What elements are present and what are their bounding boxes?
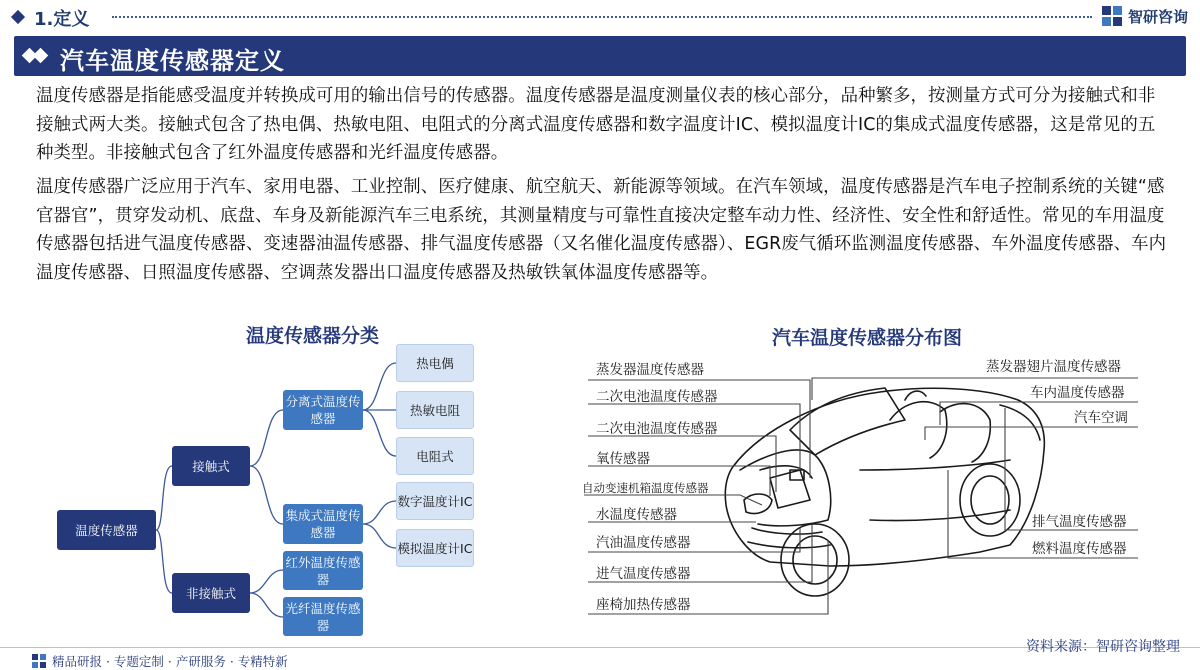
section-title: 1.定义 bbox=[34, 9, 90, 30]
car-label-evaporator-fin: 蒸发器翅片温度传感器 bbox=[986, 359, 1121, 375]
footer-brand bbox=[32, 652, 288, 670]
analog-ic-node: 模拟温度计IC bbox=[396, 529, 474, 567]
top-divider bbox=[112, 16, 1092, 18]
thermocouple-node: 热电偶 bbox=[396, 344, 474, 382]
thermistor-node: 热敏电阻 bbox=[396, 391, 474, 429]
resistive-node: 电阻式 bbox=[396, 437, 474, 475]
title-banner bbox=[14, 36, 1186, 76]
car-label-battery-2: 二次电池温度传感器 bbox=[596, 421, 718, 437]
integrated-sensor-node: 集成式温度传感器 bbox=[283, 504, 363, 544]
car-label-air-conditioning: 汽车空调 bbox=[1074, 410, 1128, 426]
brand-logo-icon bbox=[1101, 5, 1123, 27]
distribution-heading: 汽车温度传感器分布图 bbox=[772, 327, 963, 349]
car-label-intake: 进气温度传感器 bbox=[596, 566, 691, 582]
car-label-gasoline: 汽油温度传感器 bbox=[596, 535, 691, 551]
tree-root-node: 温度传感器 bbox=[57, 510, 156, 550]
definition-paragraph: 温度传感器是指能感受温度并转换成可用的输出信号的传感器。温度传感器是温度测量仪表的核心部分，品种繁多，按测量方式可分为接触式和非接触式两大类。接触式包含了热电偶、热敏电阻、电阻式的分离式温度传感器和数字温度计IC、模拟温度计IC的集成式温度传感器，这是常见的五种类型。非接触式包含了红外温度传感器和光纤温度传感器。 bbox=[36, 86, 1156, 163]
noncontact-node: 非接触式 bbox=[172, 573, 250, 613]
infrared-sensor-node: 红外温度传感器 bbox=[283, 551, 363, 590]
car-label-battery-1: 二次电池温度传感器 bbox=[596, 389, 718, 405]
digital-ic-node: 数字温度计IC bbox=[396, 482, 474, 520]
footer-divider bbox=[0, 647, 1200, 648]
fiber-sensor-node: 光纤温度传感器 bbox=[283, 597, 363, 636]
car-label-cabin: 车内温度传感器 bbox=[1030, 385, 1125, 401]
contact-node: 接触式 bbox=[172, 446, 250, 486]
brand-name: 智研咨询 bbox=[1127, 7, 1188, 26]
footer-tagline: 精品研报 · 专题定制 · 产研服务 · 专精特新 bbox=[52, 654, 288, 669]
car-label-transmission: 自动变速机箱温度传感器 bbox=[582, 481, 709, 495]
application-paragraph: 温度传感器广泛应用于汽车、家用电器、工业控制、医疗健康、航空航天、新能源等领域。在汽车领域，温度传感器是汽车电子控制系统的关键“感官器官”，贯穿发动机、底盘、车身及新能源汽车三电系统，其测量精度与可靠性直接决定整车动力性、经济性、安全性和舒适性。常见的车用温度传感器包括进气温度传感器、变速器油温传感器、排气温度传感器（又名催化温度传感器）、EGR废气循环监测温度传感器、车外温度传感器、车内温度传感器、日照温度传感器、空调蒸发器出口温度传感器及热敏铁氧体温度传感器等。 bbox=[36, 177, 1167, 283]
car-label-exhaust: 排气温度传感器 bbox=[1032, 514, 1127, 530]
car-label-seat-heating: 座椅加热传感器 bbox=[596, 597, 691, 613]
page-title: 汽车温度传感器定义 bbox=[60, 47, 285, 75]
footer-logo-icon bbox=[32, 654, 46, 668]
section-marker-icon bbox=[10, 9, 26, 25]
classification-heading: 温度传感器分类 bbox=[246, 325, 380, 347]
car-label-coolant: 水温度传感器 bbox=[596, 507, 677, 523]
double-diamond-icon bbox=[20, 46, 50, 66]
source-note: 资料来源：智研咨询整理 bbox=[1026, 639, 1180, 655]
car-label-fuel: 燃料温度传感器 bbox=[1032, 541, 1127, 557]
separate-sensor-node: 分离式温度传感器 bbox=[283, 390, 363, 430]
brand-logo bbox=[1101, 4, 1188, 28]
car-label-oxygen: 氧传感器 bbox=[596, 451, 650, 467]
car-label-evaporator: 蒸发器温度传感器 bbox=[596, 362, 704, 378]
top-bar bbox=[0, 0, 1200, 34]
